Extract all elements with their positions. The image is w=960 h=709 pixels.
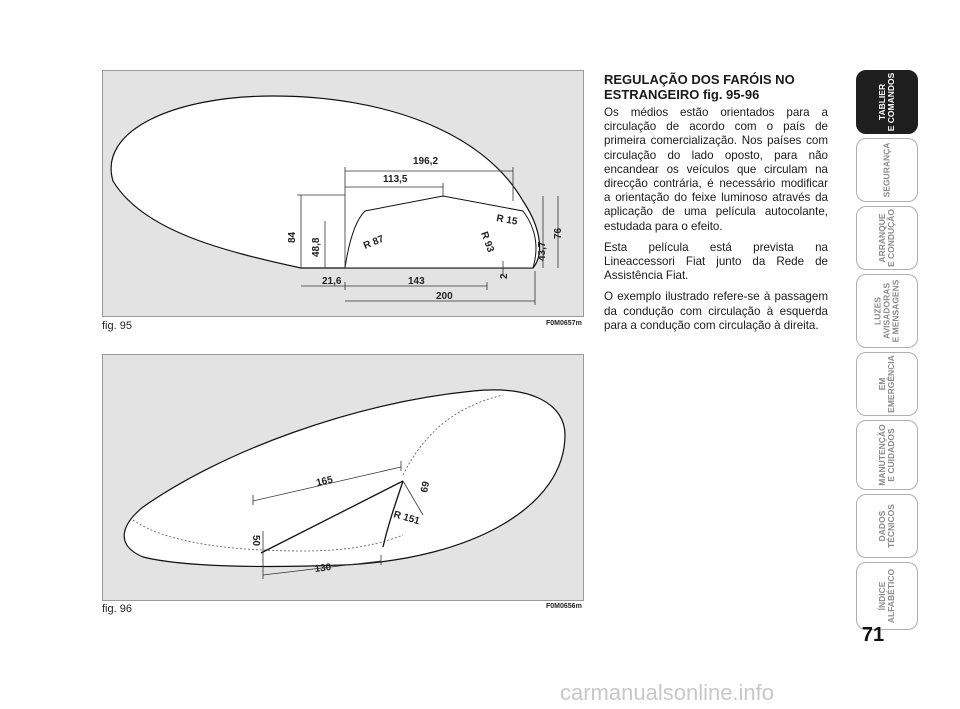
fig-96-caption: fig. 96: [102, 603, 132, 615]
dim-130: 130: [314, 562, 332, 575]
dim-69: 69: [419, 480, 433, 494]
tab-tablier[interactable]: [856, 70, 918, 134]
dim-165: 165: [315, 474, 334, 489]
tab-label: LUZES AVISADORAS E MENSAGENS: [872, 279, 901, 343]
article-paragraph-1: Os médios estão orientados para a circulação de acordo com o país de primeira comercialização. Nos países com circulação do lado oposto, para não encandear os veículos que circulam na direcção contrária, é necessário modificar a orientação do feixe luminoso através da aplicação de uma película autocolante, estudada para o efeito.: [604, 106, 828, 233]
tab-label: ÍNDICE ALFABÉTICO: [877, 568, 896, 624]
article-paragraph-2: Esta película está prevista na Lineaccessori Fiat junto da Rede de Assistência Fiat.: [604, 240, 828, 283]
headlight-diagram-96: [103, 355, 585, 602]
tab-arranque[interactable]: [856, 206, 918, 270]
tab-seguranca[interactable]: [856, 138, 918, 202]
article-title: REGULAÇÃO DOS FARÓIS NO ESTRANGEIRO fig. 95-96: [604, 72, 795, 102]
radius-93: R 93: [478, 230, 496, 254]
radius-151: R 151: [392, 509, 421, 528]
dim-50: 50: [250, 535, 261, 547]
page-number: 71: [861, 624, 885, 646]
dim-84: 84: [287, 231, 298, 243]
radius-15: R 15: [495, 213, 519, 228]
tab-luzes[interactable]: [856, 274, 918, 348]
fig-95-code: F0M0657m: [546, 320, 582, 327]
figure-96: [102, 354, 584, 601]
tab-label: EM EMERGÊNCIA: [877, 355, 896, 413]
dim-48: 48,8: [311, 237, 322, 257]
tab-indice[interactable]: [856, 562, 918, 630]
dim-200: 200: [436, 291, 453, 302]
article-paragraph-3: O exemplo ilustrado refere-se à passagem da condução com circulação à esquerda para a condução com circulação à direita.: [604, 290, 828, 332]
fig-95-caption: fig. 95: [102, 320, 132, 332]
fig-96-code: F0M0656m: [546, 603, 582, 610]
tab-manutencao[interactable]: [856, 420, 918, 490]
headlight-diagram-95: [103, 71, 585, 318]
tab-label: TABLIER E COMANDOS: [877, 72, 896, 132]
dim-196: 196,2: [413, 156, 439, 167]
dim-43: 43,7: [537, 241, 548, 261]
tab-label: MANUTENÇÃO E CUIDADOS: [877, 424, 896, 486]
tab-label: DADOS TÉCNICOS: [877, 504, 896, 548]
dim-143: 143: [408, 276, 425, 287]
dim-21: 21,6: [322, 276, 342, 287]
tab-label: ARRANQUE E CONDUÇÃO: [877, 208, 896, 268]
headlight-outline: [124, 390, 565, 567]
figure-95: [102, 70, 584, 317]
radius-87: R 87: [362, 233, 386, 252]
dim-113: 113,5: [383, 174, 408, 185]
tab-label: SEGURANÇA: [881, 142, 892, 198]
article: [604, 72, 828, 340]
tab-emergencia[interactable]: [856, 352, 918, 416]
watermark: carmanualsonline.info: [560, 680, 775, 705]
dim-76: 76: [553, 227, 564, 239]
tab-dados[interactable]: [856, 494, 918, 558]
dim-2: 2: [499, 273, 510, 279]
